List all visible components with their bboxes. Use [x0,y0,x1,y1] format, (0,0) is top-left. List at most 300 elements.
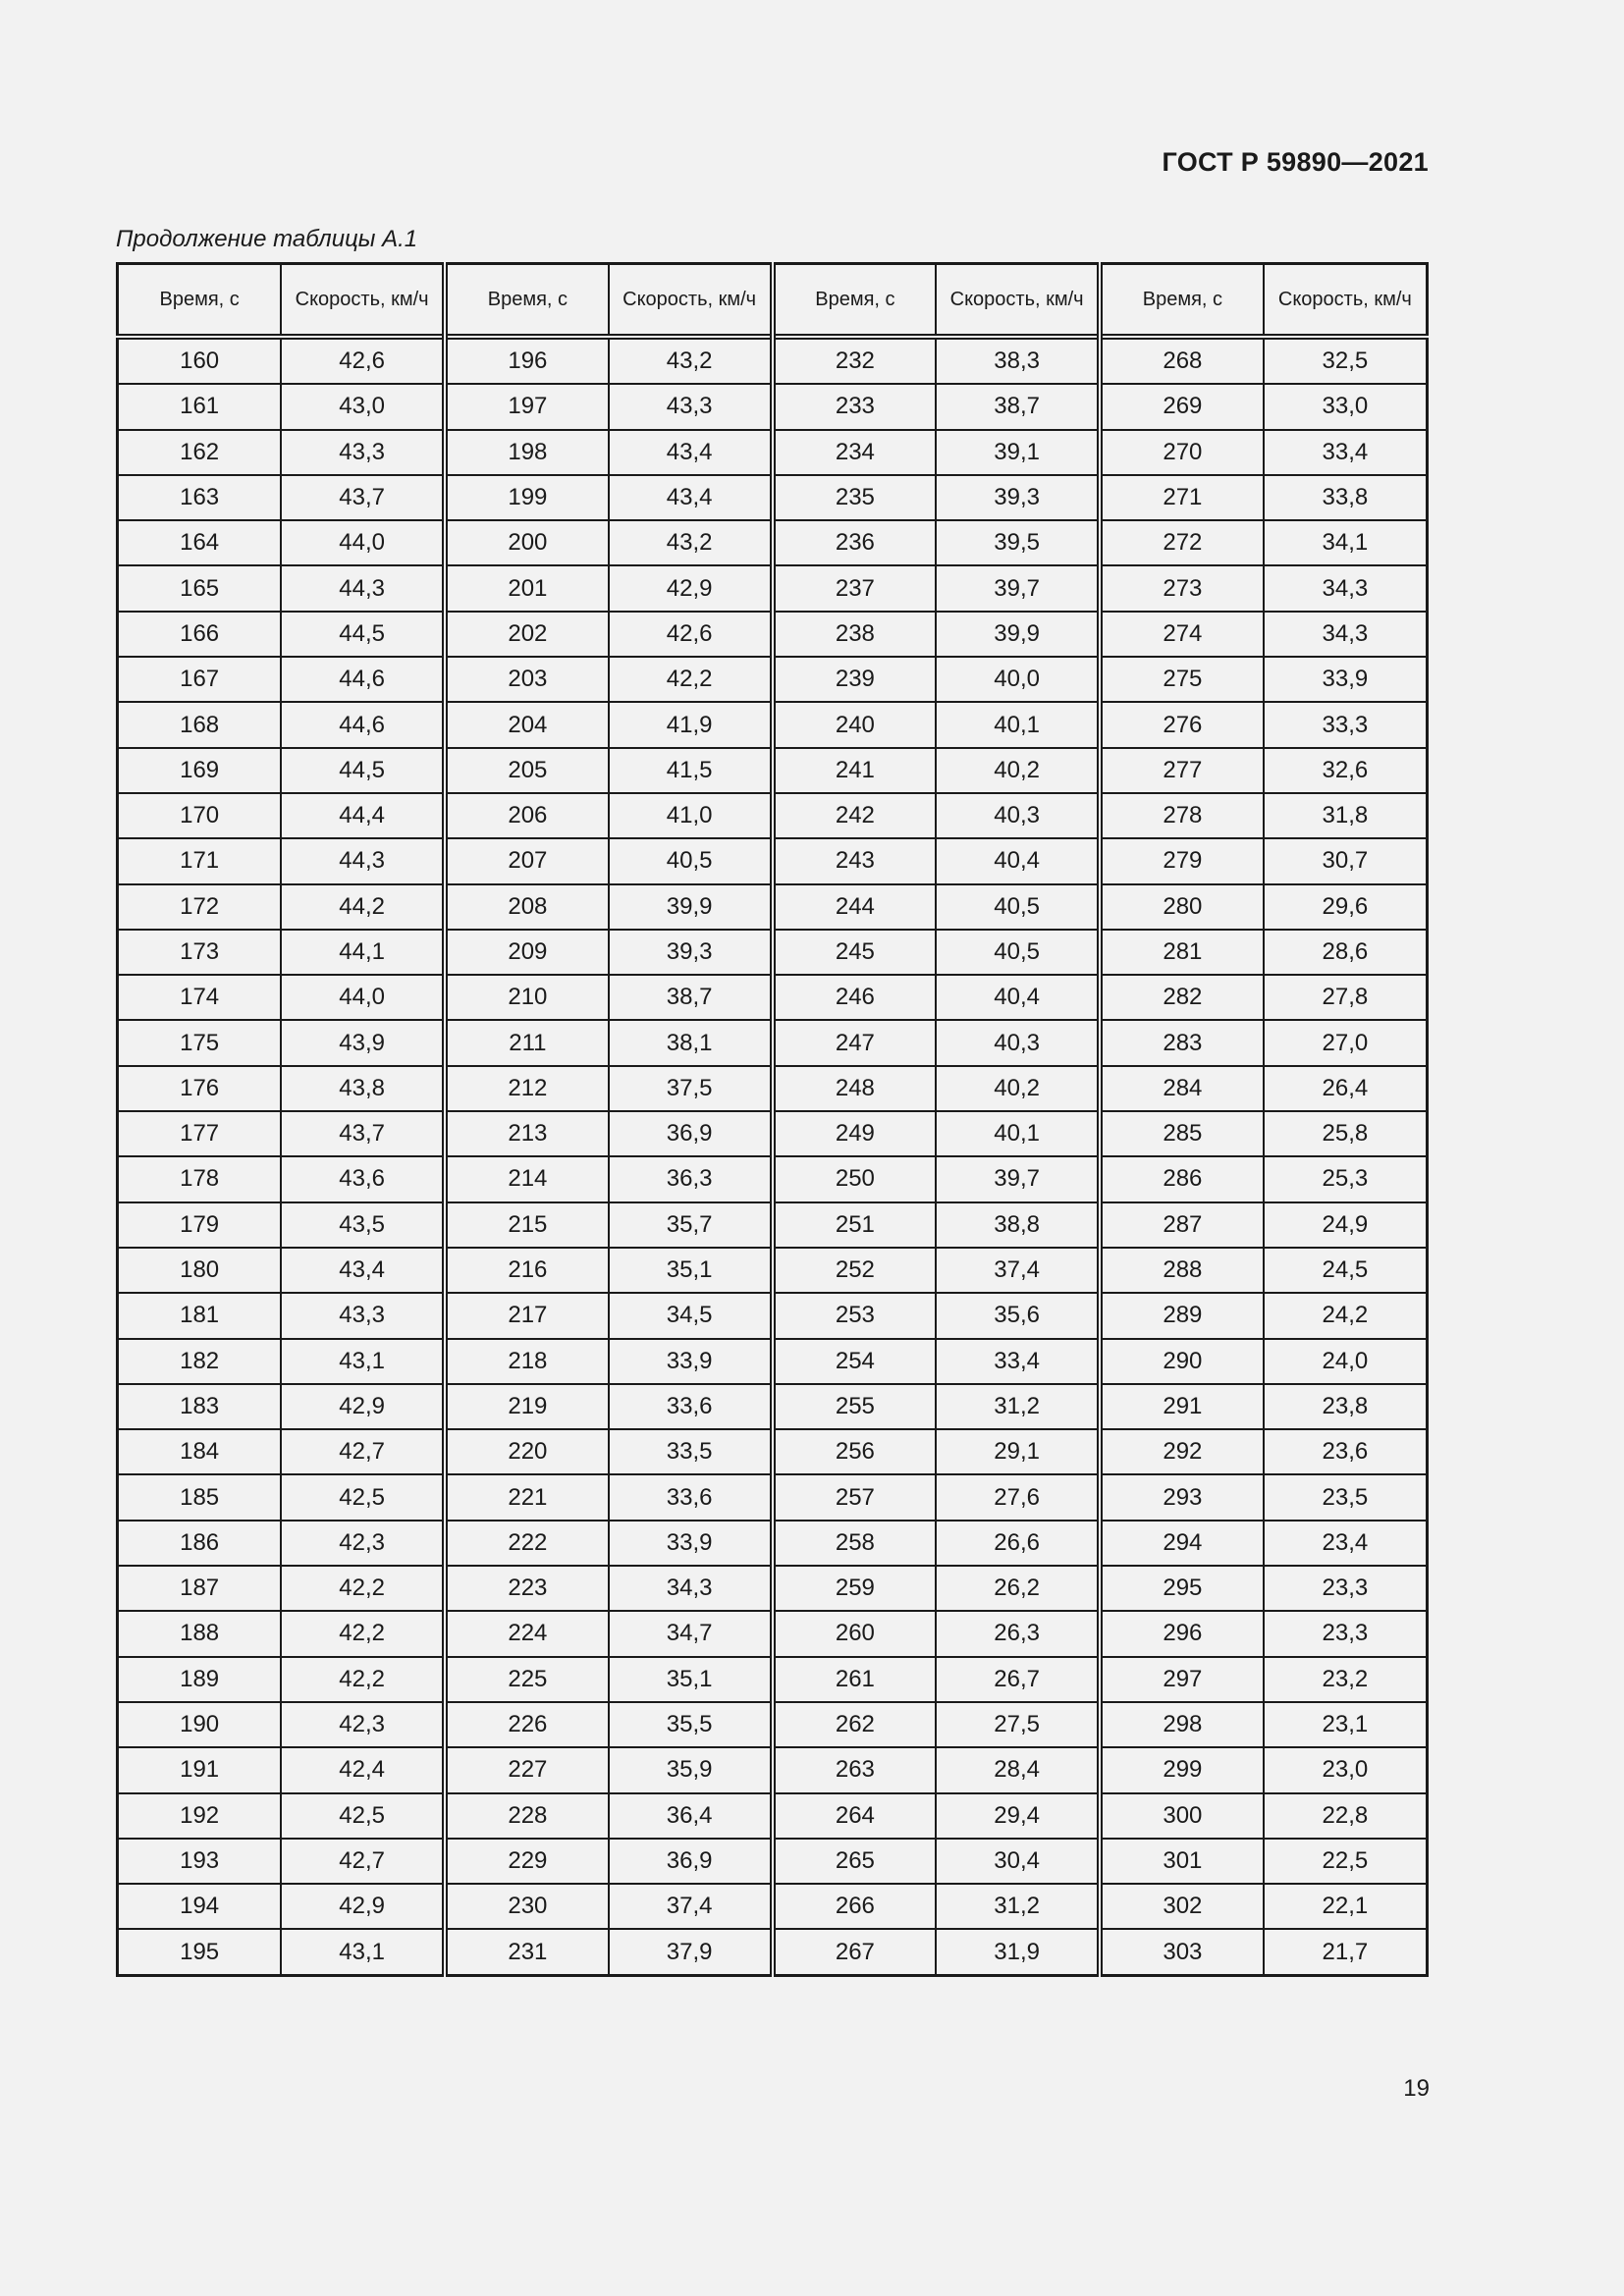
time-cell: 271 [1100,475,1264,520]
time-cell: 295 [1100,1566,1264,1611]
table-row [118,1657,1428,1702]
time-cell: 262 [773,1702,937,1747]
time-cell: 161 [118,384,282,429]
speed-cell: 24,0 [1264,1339,1428,1384]
speed-cell: 31,2 [936,1884,1100,1929]
table-row [118,1429,1428,1474]
speed-cell: 33,0 [1264,384,1428,429]
time-cell: 250 [773,1156,937,1201]
table-row [118,1339,1428,1384]
speed-cell: 23,5 [1264,1474,1428,1520]
speed-cell: 42,7 [281,1839,445,1884]
speed-cell: 27,6 [936,1474,1100,1520]
time-cell: 226 [445,1702,609,1747]
time-cell: 206 [445,793,609,838]
table-row [118,838,1428,883]
speed-cell: 23,3 [1264,1566,1428,1611]
table-row [118,657,1428,702]
speed-cell: 43,2 [609,337,773,384]
time-cell: 228 [445,1793,609,1839]
time-cell: 160 [118,337,282,384]
time-cell: 219 [445,1384,609,1429]
speed-cell: 40,1 [936,702,1100,747]
speed-cell: 33,9 [1264,657,1428,702]
speed-cell: 44,2 [281,884,445,930]
time-cell: 241 [773,748,937,793]
table-body [118,337,1428,1975]
speed-cell: 35,6 [936,1293,1100,1338]
time-cell: 183 [118,1384,282,1429]
speed-cell: 39,7 [936,565,1100,611]
speed-cell: 33,5 [609,1429,773,1474]
table-row [118,1747,1428,1792]
speed-cell: 39,9 [609,884,773,930]
speed-cell: 42,5 [281,1793,445,1839]
speed-cell: 38,8 [936,1202,1100,1248]
time-cell: 303 [1100,1929,1264,1975]
time-cell: 180 [118,1248,282,1293]
column-header-speed: Скорость, км/ч [936,264,1100,338]
speed-cell: 26,6 [936,1521,1100,1566]
column-header-speed: Скорость, км/ч [609,264,773,338]
speed-cell: 30,4 [936,1839,1100,1884]
speed-cell: 44,3 [281,838,445,883]
time-cell: 199 [445,475,609,520]
speed-cell: 40,5 [609,838,773,883]
speed-cell: 43,4 [609,430,773,475]
time-cell: 260 [773,1611,937,1656]
time-cell: 168 [118,702,282,747]
time-cell: 165 [118,565,282,611]
document-standard-header: ГОСТ Р 59890—2021 [1162,147,1429,177]
table-row [118,1474,1428,1520]
time-cell: 292 [1100,1429,1264,1474]
time-cell: 265 [773,1839,937,1884]
time-cell: 176 [118,1066,282,1111]
time-cell: 294 [1100,1521,1264,1566]
time-cell: 291 [1100,1384,1264,1429]
table-row [118,1839,1428,1884]
time-cell: 273 [1100,565,1264,611]
time-cell: 185 [118,1474,282,1520]
speed-cell: 23,2 [1264,1657,1428,1702]
table-row [118,1793,1428,1839]
table-row [118,1293,1428,1338]
table-row [118,1884,1428,1929]
speed-cell: 23,6 [1264,1429,1428,1474]
time-cell: 174 [118,975,282,1020]
time-cell: 255 [773,1384,937,1429]
time-cell: 220 [445,1429,609,1474]
time-cell: 195 [118,1929,282,1975]
speed-cell: 43,2 [609,520,773,565]
speed-cell: 21,7 [1264,1929,1428,1975]
speed-cell: 31,2 [936,1384,1100,1429]
time-cell: 215 [445,1202,609,1248]
table-header [118,264,1428,338]
speed-cell: 40,3 [936,793,1100,838]
table-row [118,748,1428,793]
speed-cell: 42,9 [281,1884,445,1929]
time-cell: 164 [118,520,282,565]
time-cell: 281 [1100,930,1264,975]
time-cell: 261 [773,1657,937,1702]
time-cell: 286 [1100,1156,1264,1201]
speed-cell: 38,7 [936,384,1100,429]
speed-cell: 36,9 [609,1111,773,1156]
column-header-time: Время, с [773,264,937,338]
speed-cell: 35,7 [609,1202,773,1248]
speed-cell: 39,3 [936,475,1100,520]
speed-cell: 23,4 [1264,1521,1428,1566]
speed-cell: 23,3 [1264,1611,1428,1656]
table-row [118,1929,1428,1975]
time-cell: 297 [1100,1657,1264,1702]
time-cell: 171 [118,838,282,883]
column-header-speed: Скорость, км/ч [1264,264,1428,338]
time-cell: 270 [1100,430,1264,475]
speed-cell: 44,5 [281,612,445,657]
speed-cell: 35,9 [609,1747,773,1792]
time-cell: 245 [773,930,937,975]
time-cell: 214 [445,1156,609,1201]
speed-cell: 27,5 [936,1702,1100,1747]
time-cell: 225 [445,1657,609,1702]
speed-cell: 39,7 [936,1156,1100,1201]
speed-cell: 24,9 [1264,1202,1428,1248]
speed-cell: 26,7 [936,1657,1100,1702]
speed-cell: 23,1 [1264,1702,1428,1747]
speed-cell: 29,6 [1264,884,1428,930]
speed-cell: 33,6 [609,1384,773,1429]
speed-cell: 33,4 [1264,430,1428,475]
time-cell: 257 [773,1474,937,1520]
time-cell: 266 [773,1884,937,1929]
time-cell: 236 [773,520,937,565]
time-cell: 189 [118,1657,282,1702]
speed-cell: 44,0 [281,975,445,1020]
speed-cell: 40,5 [936,884,1100,930]
speed-cell: 35,1 [609,1657,773,1702]
time-cell: 239 [773,657,937,702]
speed-cell: 34,3 [609,1566,773,1611]
table-row [118,337,1428,384]
speed-cell: 43,9 [281,1020,445,1065]
time-cell: 282 [1100,975,1264,1020]
speed-cell: 34,3 [1264,612,1428,657]
time-cell: 177 [118,1111,282,1156]
speed-cell: 37,5 [609,1066,773,1111]
speed-cell: 37,9 [609,1929,773,1975]
time-cell: 267 [773,1929,937,1975]
speed-cell: 40,5 [936,930,1100,975]
time-cell: 193 [118,1839,282,1884]
speed-cell: 36,4 [609,1793,773,1839]
speed-cell: 38,7 [609,975,773,1020]
time-cell: 237 [773,565,937,611]
time-cell: 269 [1100,384,1264,429]
time-cell: 240 [773,702,937,747]
time-cell: 278 [1100,793,1264,838]
table-row [118,1702,1428,1747]
speed-cell: 43,3 [281,1293,445,1338]
speed-cell: 38,3 [936,337,1100,384]
speed-cell: 39,3 [609,930,773,975]
speed-cell: 33,9 [609,1339,773,1384]
table-row [118,1566,1428,1611]
time-cell: 247 [773,1020,937,1065]
speed-cell: 44,3 [281,565,445,611]
time-cell: 264 [773,1793,937,1839]
time-cell: 209 [445,930,609,975]
time-cell: 246 [773,975,937,1020]
speed-cell: 43,0 [281,384,445,429]
time-cell: 254 [773,1339,937,1384]
time-cell: 283 [1100,1020,1264,1065]
speed-cell: 44,6 [281,702,445,747]
speed-cell: 30,7 [1264,838,1428,883]
speed-cell: 34,3 [1264,565,1428,611]
speed-cell: 36,3 [609,1156,773,1201]
speed-cell: 24,2 [1264,1293,1428,1338]
time-cell: 301 [1100,1839,1264,1884]
speed-cell: 40,0 [936,657,1100,702]
table-caption: Продолжение таблицы А.1 [116,226,418,252]
speed-cell: 23,0 [1264,1747,1428,1792]
time-cell: 187 [118,1566,282,1611]
speed-cell: 42,7 [281,1429,445,1474]
header-row [118,264,1428,338]
time-cell: 300 [1100,1793,1264,1839]
speed-cell: 28,6 [1264,930,1428,975]
table-row [118,565,1428,611]
time-cell: 263 [773,1747,937,1792]
speed-cell: 42,9 [609,565,773,611]
time-cell: 235 [773,475,937,520]
speed-cell: 37,4 [609,1884,773,1929]
speed-cell: 44,4 [281,793,445,838]
table-row [118,930,1428,975]
time-cell: 169 [118,748,282,793]
speed-cell: 31,8 [1264,793,1428,838]
table-row [118,975,1428,1020]
speed-cell: 42,2 [281,1657,445,1702]
speed-cell: 33,3 [1264,702,1428,747]
speed-cell: 40,1 [936,1111,1100,1156]
speed-cell: 42,2 [281,1611,445,1656]
table-row [118,884,1428,930]
speed-cell: 40,2 [936,1066,1100,1111]
time-cell: 293 [1100,1474,1264,1520]
speed-cell: 27,8 [1264,975,1428,1020]
speed-cell: 42,9 [281,1384,445,1429]
speed-cell: 43,5 [281,1202,445,1248]
time-cell: 290 [1100,1339,1264,1384]
table-row [118,793,1428,838]
table-row [118,1384,1428,1429]
speed-cell: 39,9 [936,612,1100,657]
speed-cell: 22,5 [1264,1839,1428,1884]
table-row [118,1066,1428,1111]
speed-cell: 33,6 [609,1474,773,1520]
time-cell: 216 [445,1248,609,1293]
time-cell: 284 [1100,1066,1264,1111]
speed-cell: 34,5 [609,1293,773,1338]
time-cell: 277 [1100,748,1264,793]
speed-cell: 22,1 [1264,1884,1428,1929]
speed-cell: 25,3 [1264,1156,1428,1201]
time-cell: 197 [445,384,609,429]
speed-cell: 26,4 [1264,1066,1428,1111]
time-cell: 175 [118,1020,282,1065]
speed-cell: 43,1 [281,1339,445,1384]
table-row [118,384,1428,429]
speed-cell: 26,3 [936,1611,1100,1656]
time-cell: 230 [445,1884,609,1929]
column-header-time: Время, с [445,264,609,338]
time-cell: 190 [118,1702,282,1747]
speed-cell: 35,1 [609,1248,773,1293]
time-cell: 162 [118,430,282,475]
speed-cell: 43,7 [281,1111,445,1156]
speed-cell: 34,7 [609,1611,773,1656]
time-cell: 172 [118,884,282,930]
speed-cell: 33,9 [609,1521,773,1566]
time-cell: 184 [118,1429,282,1474]
speed-cell: 41,9 [609,702,773,747]
table-row [118,612,1428,657]
time-cell: 249 [773,1111,937,1156]
time-cell: 192 [118,1793,282,1839]
time-cell: 274 [1100,612,1264,657]
speed-cell: 41,0 [609,793,773,838]
speed-cell: 44,1 [281,930,445,975]
speed-cell: 43,3 [609,384,773,429]
time-cell: 207 [445,838,609,883]
table-row [118,1248,1428,1293]
time-cell: 256 [773,1429,937,1474]
table-row [118,1611,1428,1656]
time-cell: 298 [1100,1702,1264,1747]
speed-cell: 40,4 [936,975,1100,1020]
time-cell: 222 [445,1521,609,1566]
speed-cell: 42,3 [281,1702,445,1747]
time-cell: 288 [1100,1248,1264,1293]
time-cell: 191 [118,1747,282,1792]
speed-cell: 43,8 [281,1066,445,1111]
speed-cell: 42,2 [281,1566,445,1611]
table-row [118,1521,1428,1566]
table-row [118,1156,1428,1201]
time-cell: 242 [773,793,937,838]
time-cell: 223 [445,1566,609,1611]
speed-cell: 24,5 [1264,1248,1428,1293]
time-cell: 233 [773,384,937,429]
time-cell: 302 [1100,1884,1264,1929]
time-cell: 201 [445,565,609,611]
speed-cell: 43,4 [281,1248,445,1293]
time-cell: 170 [118,793,282,838]
table-row [118,1020,1428,1065]
time-cell: 217 [445,1293,609,1338]
time-cell: 234 [773,430,937,475]
time-cell: 173 [118,930,282,975]
table-row [118,1202,1428,1248]
speed-cell: 26,2 [936,1566,1100,1611]
page-number: 19 [1403,2075,1430,2102]
speed-cell: 42,4 [281,1747,445,1792]
time-cell: 213 [445,1111,609,1156]
speed-cell: 43,4 [609,475,773,520]
time-cell: 202 [445,612,609,657]
time-cell: 200 [445,520,609,565]
column-header-speed: Скорость, км/ч [281,264,445,338]
time-cell: 224 [445,1611,609,1656]
column-header-time: Время, с [1100,264,1264,338]
speed-cell: 40,3 [936,1020,1100,1065]
table-row [118,520,1428,565]
speed-cell: 32,5 [1264,337,1428,384]
speed-cell: 32,6 [1264,748,1428,793]
time-cell: 287 [1100,1202,1264,1248]
time-cell: 186 [118,1521,282,1566]
time-cell: 194 [118,1884,282,1929]
speed-cell: 42,6 [609,612,773,657]
table-row [118,702,1428,747]
speed-cell: 44,5 [281,748,445,793]
speed-cell: 37,4 [936,1248,1100,1293]
time-cell: 205 [445,748,609,793]
time-cell: 221 [445,1474,609,1520]
column-header-time: Время, с [118,264,282,338]
speed-cell: 42,3 [281,1521,445,1566]
speed-cell: 36,9 [609,1839,773,1884]
time-cell: 252 [773,1248,937,1293]
time-cell: 268 [1100,337,1264,384]
time-cell: 253 [773,1293,937,1338]
time-cell: 272 [1100,520,1264,565]
speed-cell: 41,5 [609,748,773,793]
time-cell: 258 [773,1521,937,1566]
time-cell: 251 [773,1202,937,1248]
time-cell: 243 [773,838,937,883]
time-cell: 276 [1100,702,1264,747]
speed-cell: 29,4 [936,1793,1100,1839]
time-cell: 179 [118,1202,282,1248]
speed-cell: 39,5 [936,520,1100,565]
speed-cell: 38,1 [609,1020,773,1065]
speed-cell: 39,1 [936,430,1100,475]
time-cell: 211 [445,1020,609,1065]
time-cell: 203 [445,657,609,702]
time-cell: 166 [118,612,282,657]
time-cell: 188 [118,1611,282,1656]
time-cell: 218 [445,1339,609,1384]
time-cell: 231 [445,1929,609,1975]
data-table [116,262,1429,1977]
time-cell: 210 [445,975,609,1020]
time-cell: 212 [445,1066,609,1111]
time-cell: 296 [1100,1611,1264,1656]
time-cell: 238 [773,612,937,657]
time-cell: 167 [118,657,282,702]
speed-cell: 34,1 [1264,520,1428,565]
speed-cell: 22,8 [1264,1793,1428,1839]
speed-cell: 27,0 [1264,1020,1428,1065]
speed-cell: 35,5 [609,1702,773,1747]
speed-cell: 33,8 [1264,475,1428,520]
speed-cell: 29,1 [936,1429,1100,1474]
